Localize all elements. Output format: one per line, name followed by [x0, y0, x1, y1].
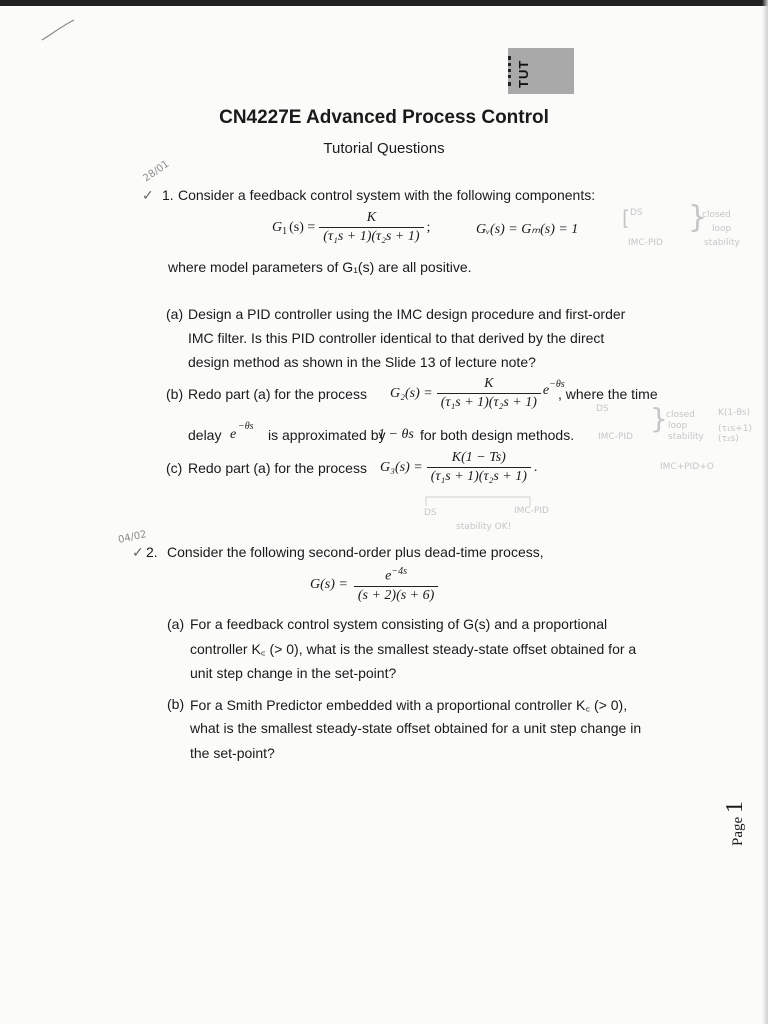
g3-numerator: K(1 − Ts) — [451, 450, 506, 465]
q2-intro: Consider the following second-order plus dead-time process, — [167, 544, 544, 560]
hw-stability-3: stability OK! — [456, 522, 512, 532]
g1-denominator: (τ₁s + 1)(τ₂s + 1) — [319, 227, 423, 245]
q2b-label: (b) — [167, 696, 185, 712]
tut-stamp — [508, 48, 574, 94]
page-number: 1 — [722, 801, 748, 814]
q1-number: 1. — [162, 187, 174, 203]
page-title: CN4227E Advanced Process Control — [219, 107, 549, 128]
hw-ds-2: DS — [596, 404, 609, 414]
q1a-line1: Design a PID controller using the IMC design procedure and first-order — [188, 306, 626, 322]
g2-numerator: K — [484, 376, 494, 391]
g1-sub: 1 — [282, 226, 288, 237]
q1-params: where model parameters of G₁(s) are all positive. — [168, 259, 472, 275]
g3-denominator: (τ₁s + 1)(τ₂s + 1) — [427, 467, 531, 485]
hw-stability-2: stability — [668, 432, 704, 442]
hw-imc-pid-2: IMC-PID — [598, 432, 633, 442]
brace-right: } — [688, 200, 708, 235]
g2-exp: e — [542, 382, 550, 398]
q2b-line3: the set-point? — [190, 745, 275, 761]
hw-imc-pid: IMC-PID — [628, 238, 663, 248]
brace-right-2: } — [650, 402, 668, 435]
hw-closed-2: closed — [666, 410, 695, 420]
hw-stability: stability — [704, 238, 740, 248]
g2-fraction — [437, 376, 541, 411]
g3-lhs: G₃(s) = — [380, 459, 423, 475]
g1-semicolon: ; — [426, 219, 431, 235]
q2b-line2: what is the smallest steady-state offset obtained for a unit step change in — [190, 720, 642, 736]
hw-imc-3: IMC-PID — [514, 506, 549, 516]
q1b-line2-mid: is approximated by — [268, 427, 386, 443]
handwritten-date-1: 28/01 — [141, 158, 172, 185]
g-numerator — [381, 566, 411, 586]
g1-fraction — [319, 210, 423, 245]
hw-loop: loop — [712, 224, 732, 234]
g3-fraction — [427, 450, 531, 485]
g2-exp-sup: −θs — [549, 379, 565, 390]
q1b-label: (b) — [166, 386, 184, 402]
q1b-text2: , where the time — [558, 386, 658, 402]
q1c-g3-equation — [380, 450, 537, 485]
hw-loop-2: loop — [668, 421, 688, 431]
q1b-e-sup: −θs — [238, 421, 254, 432]
hw-note-3: IMC+PID+O — [660, 462, 714, 472]
q1a-line2: IMC filter. Is this PID controller identical to that derived by the direct — [188, 330, 605, 346]
checkmark-icon-2: ✓ — [132, 544, 144, 560]
g-num-e: e — [385, 568, 392, 584]
g-lhs: G(s) = — [310, 576, 348, 592]
hw-ds-3: DS — [424, 508, 437, 518]
hw-k-note: K(1-θs) — [718, 408, 751, 418]
q1-intro: Consider a feedback control system with the following components: — [178, 187, 596, 203]
hw-closed: closed — [702, 210, 731, 220]
hw-k-note-2: (τ₁s+1)(τ₂s) — [718, 424, 753, 444]
q1-g1-equation — [272, 210, 430, 245]
q2-number: 2. — [146, 544, 158, 560]
q1a-line3: design method as shown in the Slide 13 of lecture note? — [188, 354, 536, 370]
stamp-dots — [508, 56, 515, 86]
q1b-g2-equation — [390, 376, 565, 411]
g2-denominator: (τ₁s + 1)(τ₂s + 1) — [437, 393, 541, 411]
g-fraction — [354, 566, 438, 604]
handwritten-date-2: 04/02 — [117, 529, 148, 546]
pen-stroke — [38, 16, 78, 46]
q1c-label: (c) — [166, 460, 183, 476]
g1-arg: (s) = — [289, 219, 316, 235]
q2a-line2: controller K꜀ (> 0), what is the smallest steady-state offset obtained for a — [190, 641, 637, 657]
checkmark-icon: ✓ — [142, 187, 154, 203]
g2-lhs: G₂(s) = — [390, 385, 433, 401]
q1b-approx: 1 − θs — [378, 427, 414, 442]
q1c-text: Redo part (a) for the process — [188, 460, 367, 476]
stamp-text: TUT — [516, 59, 531, 88]
q1b-text1: Redo part (a) for the process — [188, 386, 367, 402]
q1b-line2-post: for both design methods. — [420, 427, 575, 443]
page-top-border — [0, 0, 768, 6]
q2b-line1: For a Smith Predictor embedded with a proportional controller K꜀ (> 0), — [190, 697, 628, 713]
q1a-label: (a) — [166, 306, 184, 322]
g1-numerator: K — [366, 210, 377, 225]
q2-g-equation — [310, 566, 438, 604]
g-denominator: (s + 2)(s + 6) — [354, 586, 438, 604]
hw-ds: DS — [630, 208, 643, 218]
page-label — [722, 801, 749, 846]
bracket-left: [ — [622, 206, 630, 230]
g-num-sup: −4s — [391, 566, 407, 577]
page-subtitle: Tutorial Questions — [323, 140, 445, 157]
q2a-label: (a) — [167, 616, 185, 632]
g1-lhs: G — [272, 219, 283, 235]
page-label-word: Page — [730, 816, 746, 846]
q1b-line2-pre: delay — [188, 427, 222, 443]
gv-gm-equation: Gᵥ(s) = Gₘ(s) = 1 — [476, 222, 579, 237]
q2a-line1: For a feedback control system consisting of G(s) and a proportional — [190, 616, 608, 632]
g3-period: . — [533, 459, 538, 475]
q1b-e: e — [230, 427, 237, 442]
q2a-line3: unit step change in the set-point? — [190, 665, 397, 681]
